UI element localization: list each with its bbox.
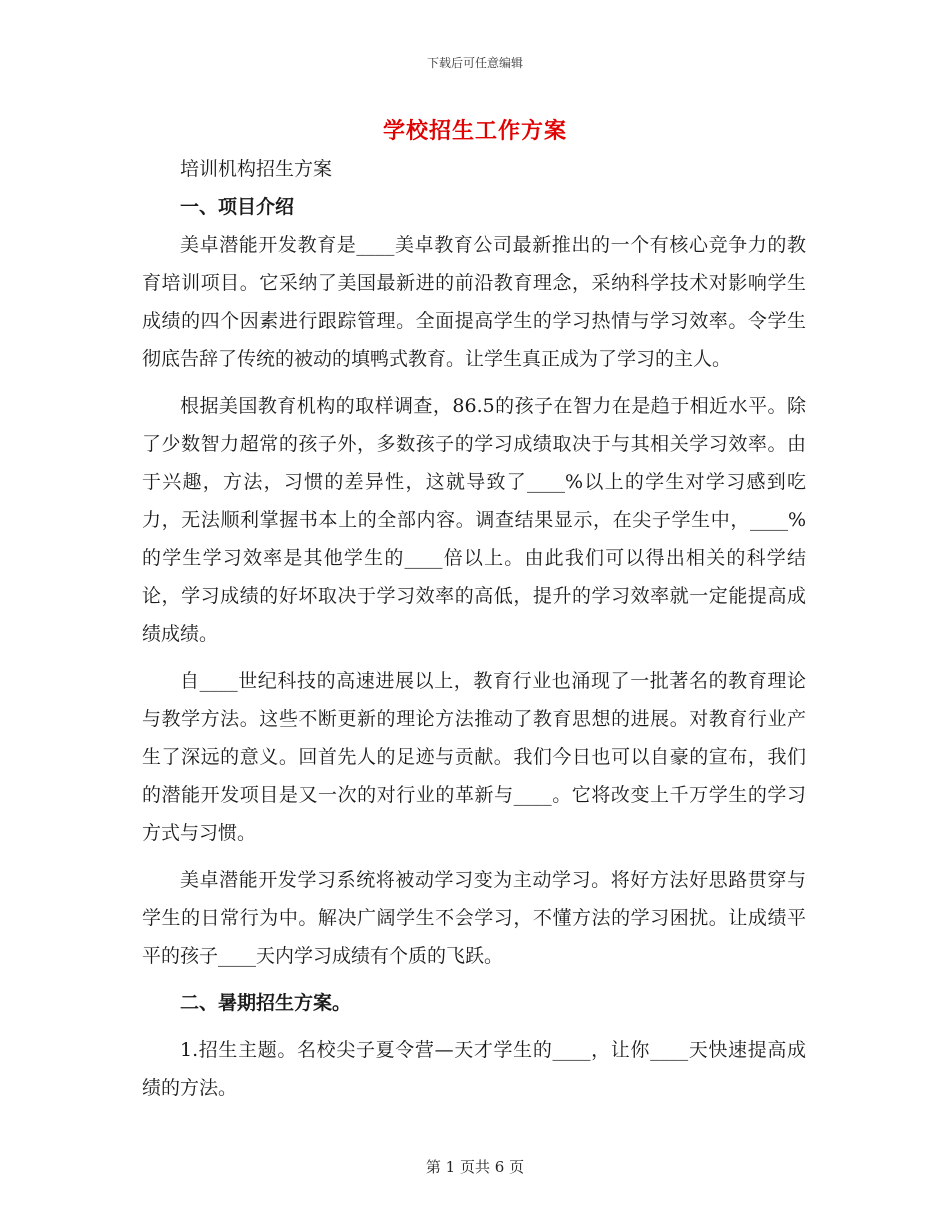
paragraph-intro: 美卓潜能开发教育是____美卓教育公司最新推出的一个有核心竞争力的教育培训项目。它采纳了美国最新进的前沿教育理念，采纳科学技术对影响学生成绩的四个因素进行跟踪管理。全面提高学生的学习热情与学习效率。令学生彻底告辞了传统的被动的填鸭式教育。让学生真正成为了学习的主人。	[142, 234, 806, 370]
paragraph-history: 自____世纪科技的高速进展以上，教育行业也涌现了一批著名的教育理论与教学方法。这些不断更新的理论方法推动了教育思想的进展。对教育行业产生了深远的意义。回首先人的足迹与贡献。我们今日也可以自豪的宣布，我们的潜能开发项目是又一次的对行业的革新与____。它将改变上千万学生的学习方式与习惯。	[142, 670, 806, 844]
document-title: 学校招生工作方案	[382, 118, 567, 144]
paragraph-survey: 根据美国教育机构的取样调查，86.5的孩子在智力在是趋于相近水平。除了少数智力超常的孩子外，多数孩子的学习成绩取决于与其相关学习效率。由于兴趣，方法，习惯的差异性，这就导致了____%以上的学生对学习感到吃力，无法顺利掌握书本上的全部内容。调查结果显示，在尖子学生中，____%的学生学习效率是其他学生的____倍以上。由此我们可以得出相关的科学结论，学习成绩的好坏取决于学习效率的高低，提升的学习效率就一定能提高成绩成绩。	[142, 395, 806, 645]
page-footer: 第 1 页共 6 页	[425, 1158, 525, 1176]
section-heading-summer-plan: 二、暑期招生方案。	[180, 992, 352, 1014]
document-body	[142, 150, 806, 1107]
paragraph-system: 美卓潜能开发学习系统将被动学习变为主动学习。将好方法好思路贯穿与学生的日常行为中。解决广阔学生不会学习，不懂方法的学习困扰。让成绩平平的孩子____天内学习成绩有个质的飞跃。	[142, 869, 806, 967]
section-heading-project-intro: 一、项目介绍	[180, 196, 295, 218]
list-item-theme: 1.招生主题。名校尖子夏令营—天才学生的____，让你____天快速提高成绩的方法。	[142, 1039, 806, 1099]
header-note: 下载后可任意编辑	[426, 56, 523, 70]
document-subtitle: 培训机构招生方案	[180, 158, 333, 180]
